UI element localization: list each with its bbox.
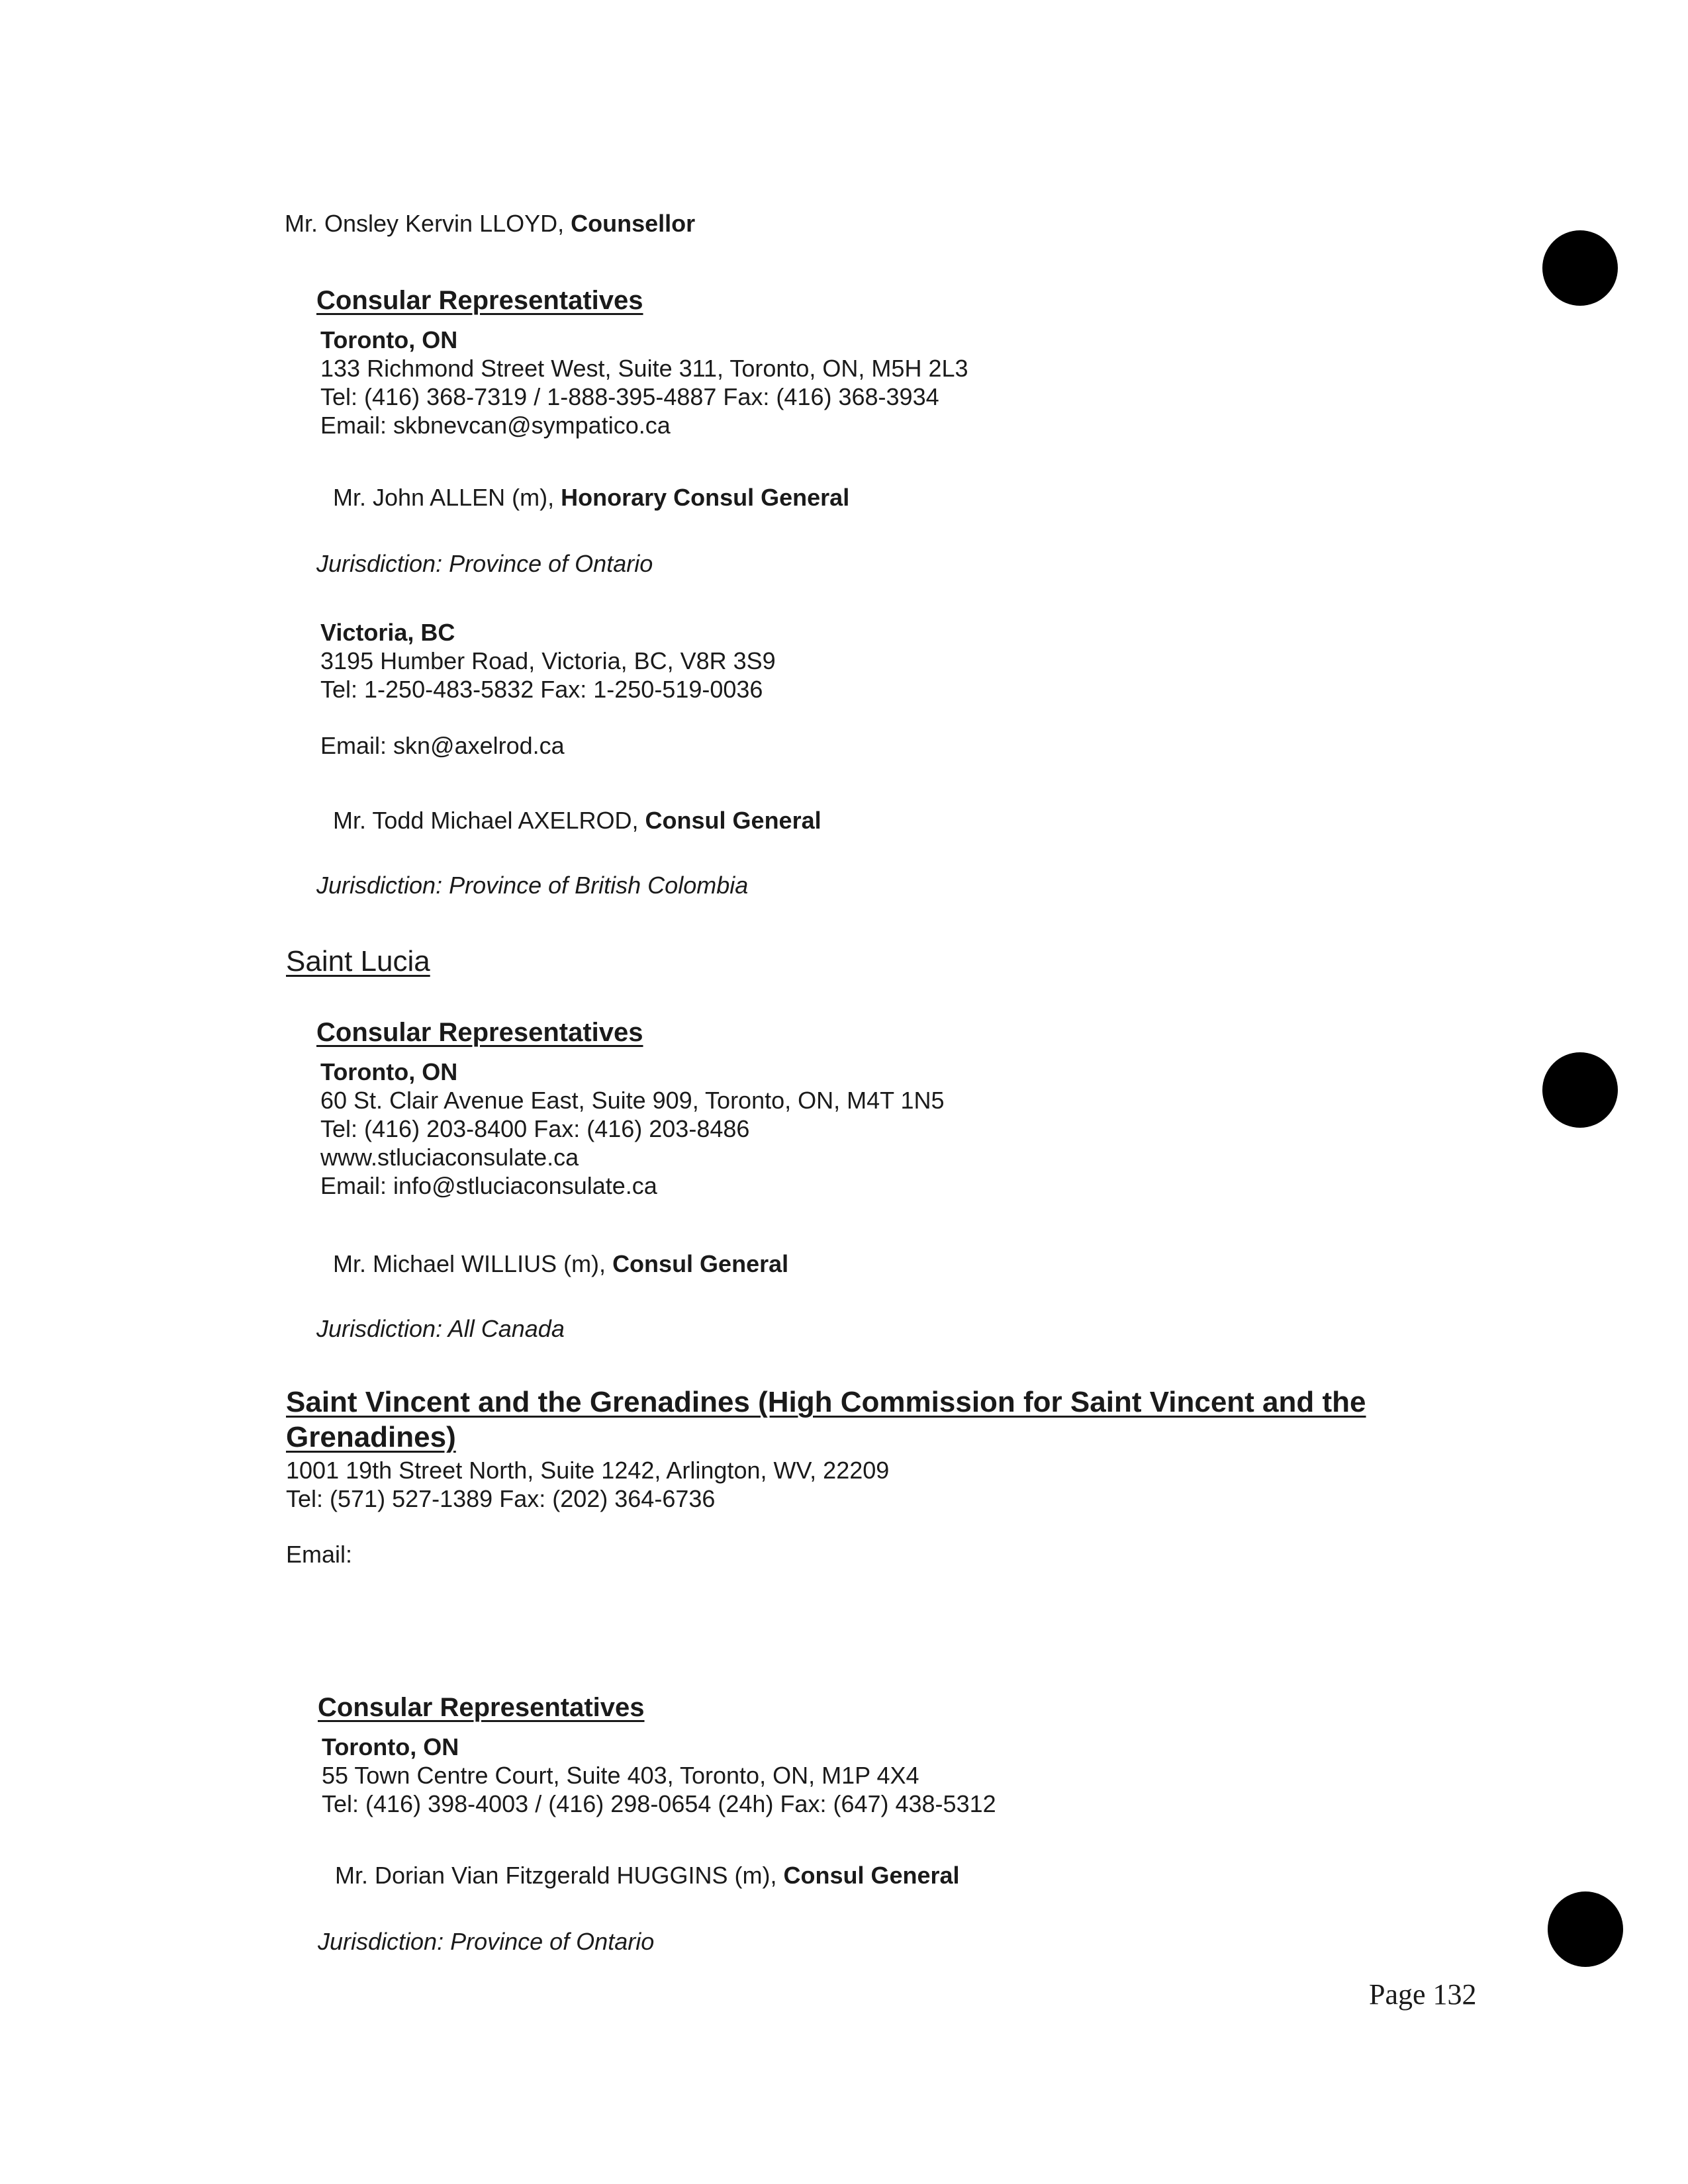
consular-heading-1: Consular Representatives bbox=[316, 286, 643, 315]
svg-tel: Tel: (571) 527-1389 Fax: (202) 364-6736 bbox=[286, 1485, 716, 1512]
binder-hole-top bbox=[1542, 230, 1618, 306]
svg-person bbox=[335, 1861, 960, 1889]
lucia-person-name: Mr. Michael WILLIUS (m), bbox=[333, 1250, 613, 1277]
top-entry-name: Mr. Onsley Kervin LLOYD, bbox=[285, 210, 571, 237]
svg-person-name: Mr. Dorian Vian Fitzgerald HUGGINS (m), bbox=[335, 1862, 784, 1889]
svg-jurisdiction: Jurisdiction: Province of Ontario bbox=[318, 1928, 655, 1955]
block2-address: 3195 Humber Road, Victoria, BC, V8R 3S9 bbox=[320, 647, 776, 674]
lucia-person bbox=[333, 1250, 788, 1278]
svg-address: 1001 19th Street North, Suite 1242, Arlington, WV, 22209 bbox=[286, 1457, 890, 1484]
block1-address: 133 Richmond Street West, Suite 311, Toronto, ON, M5H 2L3 bbox=[320, 355, 968, 382]
consular-heading-2: Consular Representatives bbox=[316, 1018, 643, 1047]
country-saint-lucia: Saint Lucia bbox=[286, 945, 430, 978]
lucia-website: www.stluciaconsulate.ca bbox=[320, 1144, 579, 1171]
svg-person-title: Consul General bbox=[783, 1862, 960, 1889]
country-svg-line2: Grenadines) bbox=[286, 1421, 456, 1453]
block1-person-name: Mr. John ALLEN (m), bbox=[333, 484, 561, 511]
block1-person bbox=[333, 483, 849, 512]
block1-email: Email: skbnevcan@sympatico.ca bbox=[320, 412, 671, 439]
block2-tel: Tel: 1-250-483-5832 Fax: 1-250-519-0036 bbox=[320, 676, 763, 703]
top-entry-title: Counsellor bbox=[571, 210, 696, 237]
lucia-city: Toronto, ON bbox=[320, 1058, 458, 1085]
country-svg-line1: Saint Vincent and the Grenadines (High Commission for Saint Vincent and the bbox=[286, 1386, 1366, 1418]
lucia-jurisdiction: Jurisdiction: All Canada bbox=[316, 1315, 565, 1342]
top-entry bbox=[285, 209, 695, 238]
block2-jurisdiction: Jurisdiction: Province of British Colombia bbox=[316, 872, 749, 899]
block1-tel: Tel: (416) 368-7319 / 1-888-395-4887 Fax: (416) 368-3934 bbox=[320, 383, 939, 410]
block2-person-title: Consul General bbox=[645, 807, 821, 834]
lucia-email: Email: info@stluciaconsulate.ca bbox=[320, 1172, 657, 1199]
block1-city: Toronto, ON bbox=[320, 326, 458, 353]
block2-city: Victoria, BC bbox=[320, 619, 455, 646]
svg-cons-tel: Tel: (416) 398-4003 / (416) 298-0654 (24h) Fax: (647) 438-5312 bbox=[322, 1790, 996, 1817]
block1-jurisdiction: Jurisdiction: Province of Ontario bbox=[316, 550, 653, 577]
block2-person bbox=[333, 806, 821, 835]
block2-person-name: Mr. Todd Michael AXELROD, bbox=[333, 807, 645, 834]
svg-cons-address: 55 Town Centre Court, Suite 403, Toronto, ON, M1P 4X4 bbox=[322, 1762, 919, 1789]
consular-heading-3: Consular Representatives bbox=[318, 1693, 645, 1722]
svg-city: Toronto, ON bbox=[322, 1733, 459, 1760]
block2-email: Email: skn@axelrod.ca bbox=[320, 732, 565, 759]
page-number: Page 132 bbox=[1369, 1978, 1477, 2011]
binder-hole-bottom bbox=[1548, 1891, 1623, 1967]
lucia-address: 60 St. Clair Avenue East, Suite 909, Toronto, ON, M4T 1N5 bbox=[320, 1087, 945, 1114]
svg-email: Email: bbox=[286, 1541, 353, 1568]
block1-person-title: Honorary Consul General bbox=[561, 484, 850, 511]
binder-hole-middle bbox=[1542, 1052, 1618, 1128]
lucia-person-title: Consul General bbox=[612, 1250, 789, 1277]
lucia-tel: Tel: (416) 203-8400 Fax: (416) 203-8486 bbox=[320, 1115, 750, 1142]
